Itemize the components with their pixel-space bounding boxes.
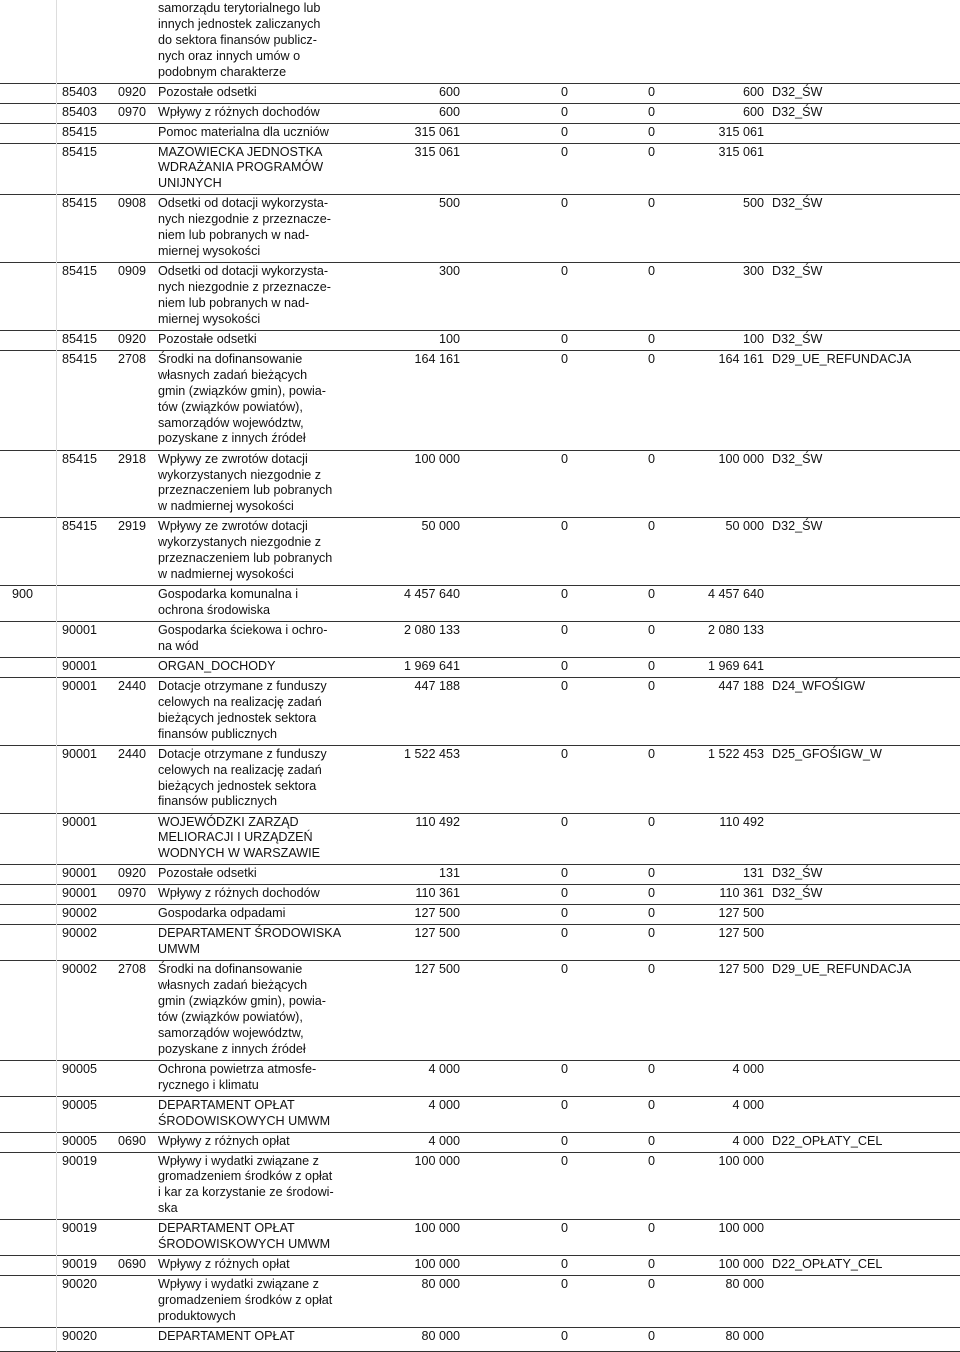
amount-after-changes: 4 000: [732, 1061, 764, 1076]
decrease-amount: 0: [560, 814, 568, 829]
amount-after-changes: 131: [742, 866, 764, 881]
chapter-code: 90005: [62, 1097, 98, 1112]
funding-source: D22_OPŁATY_CEL: [772, 1257, 883, 1272]
decrease-amount: 0: [560, 866, 568, 881]
paragraph-code: 2708: [118, 962, 147, 977]
amount-after-changes: 4 457 640: [707, 587, 764, 602]
amount-after-changes: 100 000: [718, 1257, 764, 1272]
table-row: [0, 1061, 960, 1097]
plan-amount: 110 492: [415, 814, 460, 829]
table-row: [0, 622, 960, 658]
amount-after-changes: 100 000: [718, 451, 764, 466]
table-row: [0, 1097, 960, 1133]
increase-amount: 0: [647, 866, 655, 881]
increase-amount: 0: [647, 104, 655, 119]
paragraph-code: 0920: [118, 84, 147, 99]
increase-amount: 0: [647, 678, 655, 693]
plan-amount: 4 000: [428, 1061, 460, 1076]
item-name: samorządu terytorialnego lub innych jednostek zaliczanych do sektora finansów publicz- nych oraz innych umów o podobnym charakterze: [158, 1, 321, 79]
plan-amount: 4 000: [428, 1097, 460, 1112]
chapter-code: 85415: [62, 264, 98, 279]
plan-amount: 315 061: [414, 124, 460, 139]
decrease-amount: 0: [560, 84, 568, 99]
table-row: [0, 1220, 960, 1256]
decrease-amount: 0: [560, 1277, 568, 1292]
decrease-amount: 0: [560, 746, 568, 761]
paragraph-code: 0690: [118, 1133, 147, 1148]
item-name: Ochrona powietrza atmosfe- rycznego i klimatu: [158, 1061, 317, 1092]
plan-amount: 1 522 453: [403, 746, 460, 761]
paragraph-code: 0970: [118, 104, 147, 119]
increase-amount: 0: [647, 332, 655, 346]
decrease-amount: 0: [560, 1133, 568, 1148]
amount-after-changes: 300: [742, 264, 764, 279]
table-row: [0, 195, 960, 263]
plan-amount: 164 161: [414, 351, 460, 366]
decrease-amount: 0: [560, 1328, 568, 1343]
decrease-amount: 0: [560, 144, 568, 159]
chapter-code: 90019: [62, 1257, 98, 1272]
item-name: Pozostałe odsetki: [158, 866, 257, 881]
decrease-amount: 0: [560, 659, 568, 674]
amount-after-changes: 80 000: [725, 1277, 764, 1292]
increase-amount: 0: [647, 124, 655, 139]
table-row: [0, 518, 960, 586]
plan-amount: 127 500: [414, 906, 460, 921]
funding-source: D29_UE_REFUNDACJA: [772, 962, 912, 977]
decrease-amount: 0: [560, 1257, 568, 1272]
increase-amount: 0: [647, 1061, 655, 1076]
decrease-amount: 0: [560, 962, 568, 977]
amount-after-changes: 600: [742, 84, 764, 99]
increase-amount: 0: [647, 1257, 655, 1272]
table-row: [0, 1276, 960, 1328]
plan-amount: 600: [438, 104, 460, 119]
chapter-code: 90019: [62, 1153, 98, 1168]
decrease-amount: 0: [560, 351, 568, 366]
item-name: Wpływy ze zwrotów dotacji wykorzystanych niezgodnie z przeznaczeniem lub pobranych w nadmiernej wysokości: [158, 519, 333, 582]
decrease-amount: 0: [560, 1097, 568, 1112]
funding-source: D32_ŚW: [772, 104, 823, 119]
decrease-amount: 0: [560, 1153, 568, 1168]
chapter-code: 90005: [62, 1133, 98, 1148]
item-name: DEPARTAMENT OPŁAT: [158, 1328, 295, 1343]
plan-amount: 50 000: [421, 519, 460, 534]
item-name: Środki na dofinansowanie własnych zadań bieżących gmin (związków gmin), powia- tów (związków powiatów), samorządów województw, pozyskane z innych źródeł: [158, 962, 326, 1056]
amount-after-changes: 600: [742, 104, 764, 119]
amount-after-changes: 110 492: [719, 814, 764, 829]
paragraph-code: 0970: [118, 886, 147, 901]
plan-amount: 100 000: [414, 1221, 460, 1236]
paragraph-code: 2708: [118, 351, 147, 366]
table-row: [0, 351, 960, 451]
increase-amount: 0: [647, 84, 655, 99]
amount-after-changes: 50 000: [725, 519, 764, 534]
amount-after-changes: 127 500: [718, 962, 764, 977]
table-row: [0, 905, 960, 925]
chapter-code: 90001: [62, 746, 98, 761]
table-row: [0, 1256, 960, 1276]
amount-after-changes: 4 000: [732, 1097, 764, 1112]
chapter-code: 90001: [62, 886, 98, 901]
decrease-amount: 0: [560, 332, 568, 346]
chapter-code: 90020: [62, 1328, 98, 1343]
funding-source: D32_ŚW: [772, 519, 823, 534]
table-row: [0, 678, 960, 746]
chapter-code: 90001: [62, 866, 98, 881]
table-row: [0, 263, 960, 331]
paragraph-code: 0920: [118, 332, 147, 346]
plan-amount: 600: [438, 84, 460, 99]
decrease-amount: 0: [560, 587, 568, 602]
plan-amount: 2 080 133: [403, 623, 460, 638]
item-name: Dotacje otrzymane z funduszy celowych na realizację zadań bieżących jednostek sektora finansów publicznych: [158, 678, 327, 741]
plan-amount: 80 000: [421, 1328, 460, 1343]
plan-amount: 4 000: [428, 1133, 460, 1148]
chapter-code: 90002: [62, 926, 98, 941]
amount-after-changes: 100: [742, 332, 764, 346]
increase-amount: 0: [647, 906, 655, 921]
decrease-amount: 0: [560, 906, 568, 921]
amount-after-changes: 1 969 641: [707, 659, 764, 674]
table-row: [0, 144, 960, 196]
chapter-code: 85415: [62, 332, 98, 346]
plan-amount: 131: [438, 866, 460, 881]
decrease-amount: 0: [560, 519, 568, 534]
increase-amount: 0: [647, 519, 655, 534]
amount-after-changes: 80 000: [725, 1328, 764, 1343]
paragraph-code: 2919: [118, 519, 147, 534]
table-row: [0, 331, 960, 351]
chapter-code: 85415: [62, 451, 98, 466]
item-name: Gospodarka komunalna i ochrona środowiska: [158, 587, 299, 618]
item-name: WOJEWÓDZKI ZARZĄD MELIORACJI I URZĄDZEŃ WODNYCH W WARSZAWIE: [158, 814, 321, 861]
table-row: [0, 1153, 960, 1221]
table-row: [0, 865, 960, 885]
item-name: Gospodarka odpadami: [158, 906, 286, 921]
chapter-code: 85415: [62, 351, 98, 366]
decrease-amount: 0: [560, 124, 568, 139]
table-row: [0, 0, 960, 84]
amount-after-changes: 500: [742, 196, 764, 211]
item-name: DEPARTAMENT OPŁAT ŚRODOWISKOWYCH UMWM: [158, 1097, 331, 1128]
plan-amount: 127 500: [414, 926, 460, 941]
chapter-code: 90001: [62, 814, 98, 829]
plan-amount: 127 500: [414, 962, 460, 977]
increase-amount: 0: [647, 1097, 655, 1112]
amount-after-changes: 127 500: [718, 926, 764, 941]
plan-amount: 4 457 640: [403, 587, 460, 602]
item-name: Wpływy z różnych dochodów: [158, 886, 320, 901]
amount-after-changes: 2 080 133: [707, 623, 764, 638]
amount-after-changes: 447 188: [718, 678, 764, 693]
chapter-code: 85415: [62, 124, 98, 139]
plan-amount: 300: [438, 264, 460, 279]
amount-after-changes: 1 522 453: [707, 746, 764, 761]
decrease-amount: 0: [560, 1061, 568, 1076]
increase-amount: 0: [647, 144, 655, 159]
decrease-amount: 0: [560, 104, 568, 119]
funding-source: D32_ŚW: [772, 196, 823, 211]
amount-after-changes: 315 061: [718, 144, 764, 159]
chapter-code: 85415: [62, 144, 98, 159]
item-name: Wpływy z różnych dochodów: [158, 104, 320, 119]
funding-source: D25_GFOŚIGW_W: [772, 746, 882, 761]
table-row: [0, 1133, 960, 1153]
table-row: [0, 925, 960, 961]
chapter-code: 90005: [62, 1061, 98, 1076]
item-name: Dotacje otrzymane z funduszy celowych na realizację zadań bieżących jednostek sektora finansów publicznych: [158, 746, 327, 809]
chapter-code: 90001: [62, 623, 98, 638]
funding-source: D32_ŚW: [772, 332, 823, 346]
funding-source: D29_UE_REFUNDACJA: [772, 351, 912, 366]
decrease-amount: 0: [560, 623, 568, 638]
paragraph-code: 2440: [118, 678, 147, 693]
item-name: Środki na dofinansowanie własnych zadań bieżących gmin (związków gmin), powia- tów (związków powiatów), samorządów województw, pozyskane z innych źródeł: [158, 351, 326, 446]
chapter-code: 90019: [62, 1221, 98, 1236]
increase-amount: 0: [647, 1153, 655, 1168]
funding-source: D32_ŚW: [772, 866, 823, 881]
decrease-amount: 0: [560, 678, 568, 693]
table-row: [0, 451, 960, 519]
table-row: [0, 84, 960, 104]
amount-after-changes: 164 161: [718, 351, 764, 366]
increase-amount: 0: [647, 1221, 655, 1236]
item-name: Wpływy i wydatki związane z gromadzeniem środków z opłat produktowych: [158, 1277, 333, 1323]
table-row: [0, 124, 960, 144]
table-row: [0, 961, 960, 1061]
plan-amount: 100: [438, 332, 460, 346]
division-code: 900: [12, 587, 34, 602]
table-row: [0, 104, 960, 124]
item-name: Pomoc materialna dla uczniów: [158, 124, 329, 139]
increase-amount: 0: [647, 196, 655, 211]
chapter-code: 90002: [62, 962, 98, 977]
item-name: Wpływy z różnych opłat: [158, 1257, 290, 1272]
chapter-code: 85415: [62, 196, 98, 211]
increase-amount: 0: [647, 1277, 655, 1292]
chapter-code: 85415: [62, 519, 98, 534]
item-name: DEPARTAMENT ŚRODOWISKA UMWM: [158, 926, 342, 957]
item-name: Pozostałe odsetki: [158, 332, 257, 346]
increase-amount: 0: [647, 814, 655, 829]
plan-amount: 500: [438, 196, 460, 211]
increase-amount: 0: [647, 351, 655, 366]
item-name: MAZOWIECKA JEDNOSTKA WDRAŻANIA PROGRAMÓW UNIJNYCH: [158, 144, 324, 191]
item-name: Pozostałe odsetki: [158, 84, 257, 99]
plan-amount: 1 969 641: [403, 659, 460, 674]
plan-amount: 100 000: [414, 1257, 460, 1272]
chapter-code: 90001: [62, 659, 98, 674]
item-name: Odsetki od dotacji wykorzysta- nych niezgodnie z przeznacze- niem lub pobranych w nad- miernej wysokości: [158, 264, 331, 326]
increase-amount: 0: [647, 623, 655, 638]
item-name: Gospodarka ściekowa i ochro- na wód: [158, 623, 328, 654]
item-name: Wpływy z różnych opłat: [158, 1133, 290, 1148]
funding-source: D32_ŚW: [772, 264, 823, 279]
plan-amount: 100 000: [414, 1153, 460, 1168]
plan-amount: 100 000: [414, 451, 460, 466]
paragraph-code: 0909: [118, 264, 147, 279]
decrease-amount: 0: [560, 264, 568, 279]
decrease-amount: 0: [560, 926, 568, 941]
decrease-amount: 0: [560, 196, 568, 211]
item-name: Wpływy i wydatki związane z gromadzeniem środków z opłat i kar za korzystanie ze środowi- ska: [158, 1153, 334, 1216]
item-name: Wpływy ze zwrotów dotacji wykorzystanych niezgodnie z przeznaczeniem lub pobranych w nadmiernej wysokości: [158, 451, 333, 514]
funding-source: D32_ŚW: [772, 84, 823, 99]
amount-after-changes: 110 361: [719, 886, 764, 901]
table-row: [0, 586, 960, 622]
item-name: DEPARTAMENT OPŁAT ŚRODOWISKOWYCH UMWM: [158, 1221, 331, 1252]
item-name: ORGAN_DOCHODY: [158, 659, 276, 674]
plan-amount: 315 061: [414, 144, 460, 159]
table-row: [0, 746, 960, 814]
funding-source: D24_WFOŚIGW: [772, 678, 866, 693]
paragraph-code: 0920: [118, 866, 147, 881]
plan-amount: 80 000: [421, 1277, 460, 1292]
table-row: [0, 1328, 960, 1352]
amount-after-changes: 100 000: [718, 1221, 764, 1236]
decrease-amount: 0: [560, 886, 568, 901]
chapter-code: 85403: [62, 104, 98, 119]
chapter-code: 85403: [62, 84, 98, 99]
plan-amount: 447 188: [414, 678, 460, 693]
paragraph-code: 0690: [118, 1257, 147, 1272]
item-name: Odsetki od dotacji wykorzysta- nych niezgodnie z przeznacze- niem lub pobranych w nad- miernej wysokości: [158, 196, 331, 259]
plan-amount: 110 361: [415, 886, 460, 901]
decrease-amount: 0: [560, 451, 568, 466]
amount-after-changes: 4 000: [732, 1133, 764, 1148]
chapter-code: 90002: [62, 906, 98, 921]
increase-amount: 0: [647, 1328, 655, 1343]
increase-amount: 0: [647, 1133, 655, 1148]
table-row: [0, 658, 960, 678]
decrease-amount: 0: [560, 1221, 568, 1236]
increase-amount: 0: [647, 264, 655, 279]
chapter-code: 90001: [62, 678, 98, 693]
paragraph-code: 2440: [118, 746, 147, 761]
increase-amount: 0: [647, 659, 655, 674]
funding-source: D32_ŚW: [772, 886, 823, 901]
paragraph-code: 2918: [118, 451, 147, 466]
amount-after-changes: 127 500: [718, 906, 764, 921]
increase-amount: 0: [647, 587, 655, 602]
amount-after-changes: 315 061: [718, 124, 764, 139]
funding-source: D32_ŚW: [772, 451, 823, 466]
funding-source: D22_OPŁATY_CEL: [772, 1133, 883, 1148]
amount-after-changes: 100 000: [718, 1153, 764, 1168]
increase-amount: 0: [647, 746, 655, 761]
increase-amount: 0: [647, 451, 655, 466]
increase-amount: 0: [647, 926, 655, 941]
table-row: [0, 814, 960, 866]
paragraph-code: 0908: [118, 196, 147, 211]
chapter-code: 90020: [62, 1277, 98, 1292]
table-row: [0, 885, 960, 905]
increase-amount: 0: [647, 886, 655, 901]
increase-amount: 0: [647, 962, 655, 977]
